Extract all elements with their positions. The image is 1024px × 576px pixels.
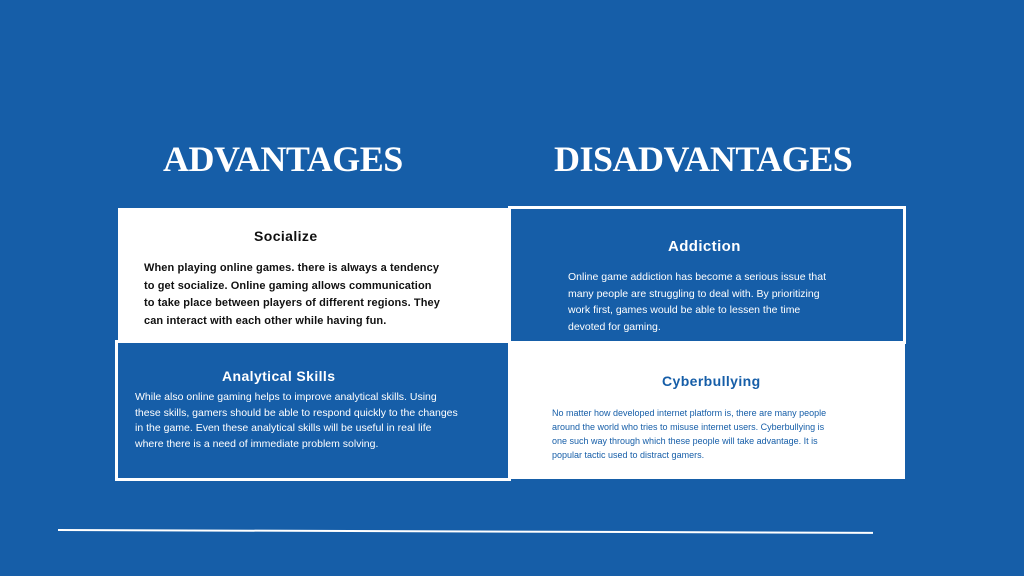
socialize-text: When playing online games. there is always a tendency to get socialize. Online gaming allows communication to take place between players of different regions. They can interact with each other while having fun.	[144, 262, 440, 327]
addiction-card	[508, 206, 906, 344]
analytical-skills-text: While also online gaming helps to improve analytical skills. Using these skills, gamers should be able to respond quickly to the changes in the game. Even these analytical skills will be useful in real life where there is a need of immediate problem solving.	[135, 391, 458, 450]
analytical-skills-title: Analytical Skills	[222, 368, 336, 384]
disadvantages-heading: DISADVANTAGES	[554, 139, 853, 179]
bottom-divider	[58, 529, 873, 534]
socialize-card	[118, 208, 510, 344]
advantages-heading: ADVANTAGES	[163, 139, 403, 179]
cyberbullying-title: Cyberbullying	[662, 373, 761, 389]
cyberbullying-text: No matter how developed internet platform is, there are many people around the world who tries to misuse internet users. Cyberbullying is one such way through which these people will take advantage. It is popular tactic used to distract gamers.	[552, 408, 827, 460]
socialize-title: Socialize	[254, 228, 318, 244]
addiction-text: Online game addiction has become a serious issue that many people are struggling to deal with. By prioritizing work first, games would be able to lessen the time devoted for gaming.	[568, 271, 826, 333]
analytical-skills-card	[115, 340, 511, 481]
cyberbullying-card	[508, 344, 905, 479]
addiction-title: Addiction	[668, 238, 741, 255]
